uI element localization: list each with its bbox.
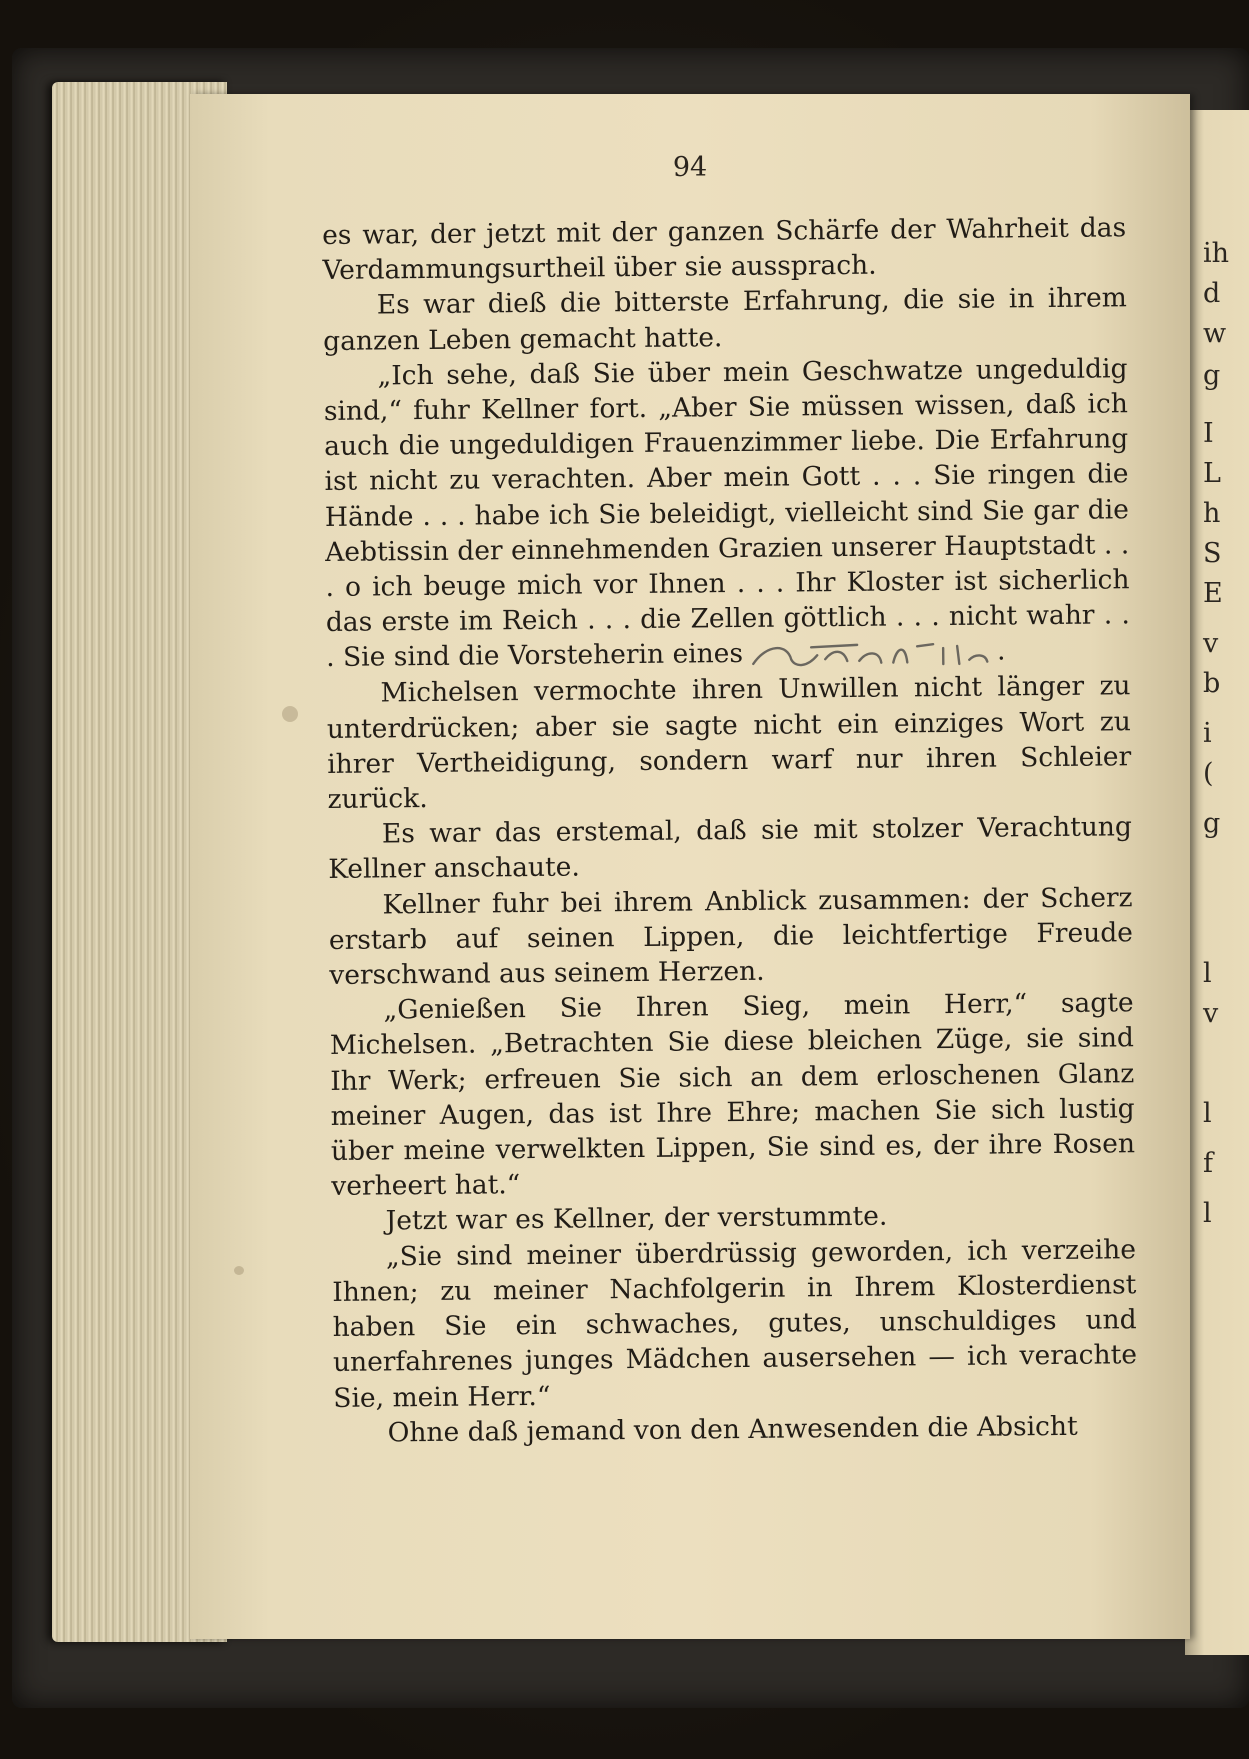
facing-page-fragment: S [1203,538,1222,569]
page-body [322,210,1138,1451]
paragraph: Ohne daß jemand von den Anwesenden die Absicht [387,1410,1078,1449]
facing-page-fragment: f [1203,1148,1213,1179]
paragraph: Jetzt war es Kellner, der verstummte. [385,1201,888,1237]
paragraph: es war, der jetzt mit der ganzen Schärfe der Wahrheit das Verdammungsurtheil über sie aussprach. [322,212,1127,287]
paragraph: „Ich sehe, daß Sie über mein Geschwatze ungeduldig sind,“ fuhr Kellner fort. „Aber Sie müssen wissen, daß ich auch die ungeduldigen Frauenzimmer liebe. Die Erfahrung ist nicht zu verachten. Aber mein Gott . . . Sie ringen die Hände . . . habe ich Sie beleidigt, vielleicht sind Sie gar die Aebtissin der einnehmenden Grazien unserer Hauptstadt . . . o ich beuge mich vor Ihnen . . . Ihr Kloster ist sicherlich das erste im Reich . . . die Zellen göttlich . . . nicht wahr . . . Sie sind die Vorsteherin eines . [323,353,1130,674]
paper-stain [282,706,298,722]
book-page [190,94,1190,1639]
facing-page-edge [1185,110,1249,1655]
handwritten-annotation [747,636,997,672]
facing-page-fragment: g [1203,808,1221,839]
facing-page-fragment: l [1203,1198,1212,1229]
facing-page-fragment: E [1203,578,1223,609]
facing-page-fragment: v [1203,628,1219,659]
paragraph: Es war das erstemal, daß sie mit stolzer Verachtung Kellner anschaute. [328,811,1133,886]
page-number: 94 [672,152,708,183]
facing-page-fragment: l [1203,958,1212,989]
paragraph-text: „Ich sehe, daß Sie über mein Geschwatze ungeduldig sind,“ fuhr Kellner fort. „Aber Sie müssen wissen, daß ich auch die ungeduldigen Frauenzimmer liebe. Die Erfahrung ist nicht zu verachten. Aber mein Gott . . . Sie ringen die Hände . . . habe ich Sie beleidigt, vielleicht sind Sie gar die Aebtissin der einnehmenden Grazien unserer Hauptstadt . . . o ich beuge mich vor Ihnen . . . Ihr Kloster ist sicherlich das erste im Reich . . . die Zellen göttlich . . . nicht wahr . . . Sie sind die Vorsteherin eines [323,353,1130,674]
facing-page-fragment: ( [1203,758,1214,789]
facing-page-fragment: l [1203,1098,1212,1129]
paragraph: Kellner fuhr bei ihrem Anblick zusammen: der Scherz erstarb auf seinen Lippen, die leichtfertige Freude verschwand aus seinem Herzen. [328,881,1134,992]
facing-page-fragment: w [1203,318,1227,349]
facing-page-fragment: g [1203,360,1221,391]
facing-page-fragment: ih [1203,238,1230,269]
facing-page-fragment: i [1203,718,1212,749]
paragraph: Es war dieß die bitterste Erfahrung, die sie in ihrem ganzen Leben gemacht hatte. [323,282,1127,357]
paragraph: „Genießen Sie Ihren Sieg, mein Herr,“ sagte Michelsen. „Betrachten Sie diese bleichen Züge, sie sind Ihr Werk; erfreuen Sie sich an dem erloschenen Glanz meiner Augen, das ist Ihre Ehre; machen Sie sich lustig über meine verwelkten Lippen, Sie sind es, der ihre Rosen verheert hat.“ [329,987,1136,1203]
facing-page-fragment: I [1203,418,1214,449]
facing-page-fragment: v [1203,998,1219,1029]
paragraph: Michelsen vermochte ihren Unwillen nicht länger zu unterdrücken; aber sie sagte nicht ein einziges Wort zu ihrer Vertheidigung, sondern warf nur ihren Schleier zurück. [326,670,1132,816]
paper-stain [234,1266,244,1275]
paragraph: „Sie sind meiner überdrüssig geworden, ich verzeihe Ihnen; zu meiner Nachfolgerin in Ihrem Klosterdienst haben Sie ein schwaches, gutes, unschuldiges und unerfahrenes junges Mädchen ausersehen — ich verachte Sie, mein Herr.“ [332,1233,1138,1414]
facing-page-fragment: b [1203,668,1221,699]
facing-page-fragment: h [1203,498,1221,529]
facing-page-fragment: d [1203,278,1221,309]
facing-page-fragment: L [1203,458,1221,489]
